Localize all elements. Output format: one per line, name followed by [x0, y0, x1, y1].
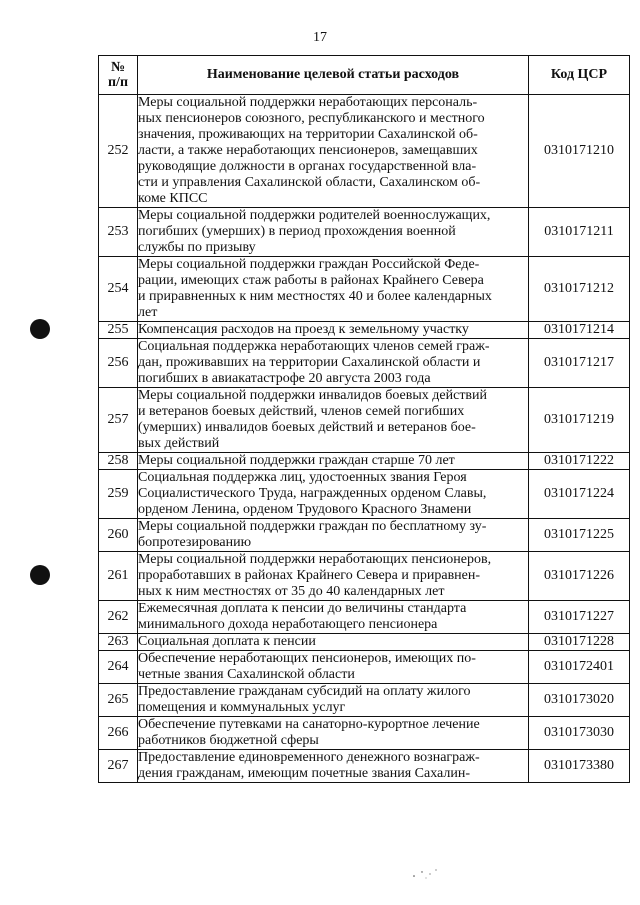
row-name-line: погибших в авиакатастрофе 20 августа 2003 года — [138, 371, 431, 386]
row-number: 263 — [99, 634, 138, 651]
row-code: 0310173020 — [529, 684, 630, 717]
table-row — [99, 552, 630, 601]
row-name-line: Обеспечение путевками на санаторно-курортное лечение — [138, 717, 480, 732]
table-row — [99, 717, 630, 750]
row-name-line: значения, проживающих на территории Сахалинской об- — [138, 127, 478, 142]
row-name-line: и приравненных к ним местностях 40 и более календарных — [138, 289, 492, 304]
row-name-line: дения гражданам, имеющим почетные звания Сахалин- — [138, 766, 470, 781]
row-name — [138, 339, 529, 388]
table-row — [99, 453, 630, 470]
row-name-line: Меры социальной поддержки граждан старше 70 лет — [138, 453, 455, 468]
table-row — [99, 684, 630, 717]
row-name-line: Компенсация расходов на проезд к земельному участку — [138, 322, 469, 337]
row-code: 0310171219 — [529, 388, 630, 453]
row-name-line: и ветеранов боевых действий, членов семей погибших — [138, 404, 465, 419]
row-name — [138, 651, 529, 684]
row-name-line: Социальная поддержка лиц, удостоенных звания Героя — [138, 470, 467, 485]
row-number: 254 — [99, 257, 138, 322]
row-name-line: погибших (умерших) в период прохождения военной — [138, 224, 456, 239]
row-code: 0310171225 — [529, 519, 630, 552]
row-code: 0310171217 — [529, 339, 630, 388]
row-name-line: работников бюджетной сферы — [138, 733, 319, 748]
header-name: Наименование целевой статьи расходов — [138, 56, 529, 95]
row-name-line: ных к ним местностях от 35 до 40 календарных лет — [138, 584, 445, 599]
header-code: Код ЦСР — [529, 56, 630, 95]
row-name-line: Ежемесячная доплата к пенсии до величины стандарта — [138, 601, 467, 616]
table-row — [99, 470, 630, 519]
row-name-line: Меры социальной поддержки неработающих пенсионеров, — [138, 552, 492, 567]
row-code: 0310173380 — [529, 750, 630, 783]
row-name-line: вых действий — [138, 436, 220, 451]
table-row — [99, 257, 630, 322]
header-number-abbr: п/п — [107, 75, 129, 90]
scan-specks — [410, 868, 440, 880]
row-name-line: сти и управления Сахалинской области, Сахалинском об- — [138, 175, 481, 190]
table-body — [99, 95, 630, 783]
row-name — [138, 519, 529, 552]
row-name — [138, 717, 529, 750]
row-name-line: дан, проживавших на территории Сахалинской области и — [138, 355, 481, 370]
row-name — [138, 552, 529, 601]
row-code: 0310171228 — [529, 634, 630, 651]
header-number — [99, 56, 138, 95]
row-name — [138, 470, 529, 519]
row-code: 0310171222 — [529, 453, 630, 470]
row-code: 0310171224 — [529, 470, 630, 519]
row-name-line: Меры социальной поддержки инвалидов боевых действий — [138, 388, 488, 403]
row-name — [138, 388, 529, 453]
table-row — [99, 750, 630, 783]
row-name — [138, 95, 529, 208]
row-number: 259 — [99, 470, 138, 519]
row-code: 0310171227 — [529, 601, 630, 634]
table-row — [99, 634, 630, 651]
row-number: 265 — [99, 684, 138, 717]
row-number: 258 — [99, 453, 138, 470]
row-code: 0310172401 — [529, 651, 630, 684]
table-row — [99, 339, 630, 388]
punch-hole-top — [30, 319, 50, 339]
table-row — [99, 208, 630, 257]
row-name — [138, 634, 529, 651]
row-name-line: помещения и коммунальных услуг — [138, 700, 346, 715]
row-name-line: службы по призыву — [138, 240, 256, 255]
row-name-line: руководящие должности в органах государственной вла- — [138, 159, 477, 174]
row-name-line: Меры социальной поддержки граждан Российской Феде- — [138, 257, 480, 272]
punch-hole-bottom — [30, 565, 50, 585]
row-name — [138, 684, 529, 717]
row-name-line: Социалистического Труда, награжденных орденом Славы, — [138, 486, 487, 501]
row-number: 257 — [99, 388, 138, 453]
row-name-line: проработавших в районах Крайнего Севера и приравнен- — [138, 568, 481, 583]
row-name — [138, 257, 529, 322]
row-name-line: бопротезированию — [138, 535, 252, 550]
row-name-line: лет — [138, 305, 158, 320]
table-row — [99, 322, 630, 339]
row-name-line: Социальная поддержка неработающих членов семей граж- — [138, 339, 490, 354]
row-name — [138, 208, 529, 257]
row-code: 0310171214 — [529, 322, 630, 339]
row-name-line: ных пенсионеров союзного, республиканского и местного — [138, 111, 485, 126]
row-number: 264 — [99, 651, 138, 684]
row-name-line: Меры социальной поддержки родителей военнослужащих, — [138, 208, 491, 223]
row-name-line: четные звания Сахалинской области — [138, 667, 355, 682]
row-name-line: Меры социальной поддержки граждан по бесплатному зу- — [138, 519, 487, 534]
table-row — [99, 651, 630, 684]
row-name — [138, 750, 529, 783]
row-number: 267 — [99, 750, 138, 783]
row-name-line: минимального дохода неработающего пенсионера — [138, 617, 438, 632]
table-row — [99, 519, 630, 552]
row-number: 262 — [99, 601, 138, 634]
row-name-line: Меры социальной поддержки неработающих персональ- — [138, 95, 478, 110]
row-name-line: коме КПСС — [138, 191, 208, 206]
expense-code-table — [98, 55, 630, 783]
row-name-line: Обеспечение неработающих пенсионеров, имеющих по- — [138, 651, 476, 666]
row-number: 260 — [99, 519, 138, 552]
page-number: 17 — [313, 30, 327, 45]
row-code: 0310171210 — [529, 95, 630, 208]
row-code: 0310173030 — [529, 717, 630, 750]
row-code: 0310171212 — [529, 257, 630, 322]
row-code: 0310171226 — [529, 552, 630, 601]
table-row — [99, 95, 630, 208]
row-code: 0310171211 — [529, 208, 630, 257]
row-name-line: Предоставление гражданам субсидий на оплату жилого — [138, 684, 471, 699]
header-number-symbol: № — [110, 60, 126, 75]
row-name — [138, 453, 529, 470]
table-header-row — [99, 56, 630, 95]
row-name-line: рации, имеющих стаж работы в районах Крайнего Севера — [138, 273, 484, 288]
row-name-line: ласти, а также неработающих пенсионеров, замещавших — [138, 143, 478, 158]
row-number: 253 — [99, 208, 138, 257]
row-name-line: (умерших) инвалидов боевых действий и ветеранов бое- — [138, 420, 476, 435]
row-name — [138, 322, 529, 339]
row-name — [138, 601, 529, 634]
row-number: 252 — [99, 95, 138, 208]
row-number: 266 — [99, 717, 138, 750]
table-row — [99, 388, 630, 453]
row-name-line: Предоставление единовременного денежного вознаграж- — [138, 750, 480, 765]
row-number: 255 — [99, 322, 138, 339]
row-number: 261 — [99, 552, 138, 601]
table-row — [99, 601, 630, 634]
row-name-line: Социальная доплата к пенсии — [138, 634, 316, 649]
row-number: 256 — [99, 339, 138, 388]
row-name-line: орденом Ленина, орденом Трудового Красного Знамени — [138, 502, 472, 517]
